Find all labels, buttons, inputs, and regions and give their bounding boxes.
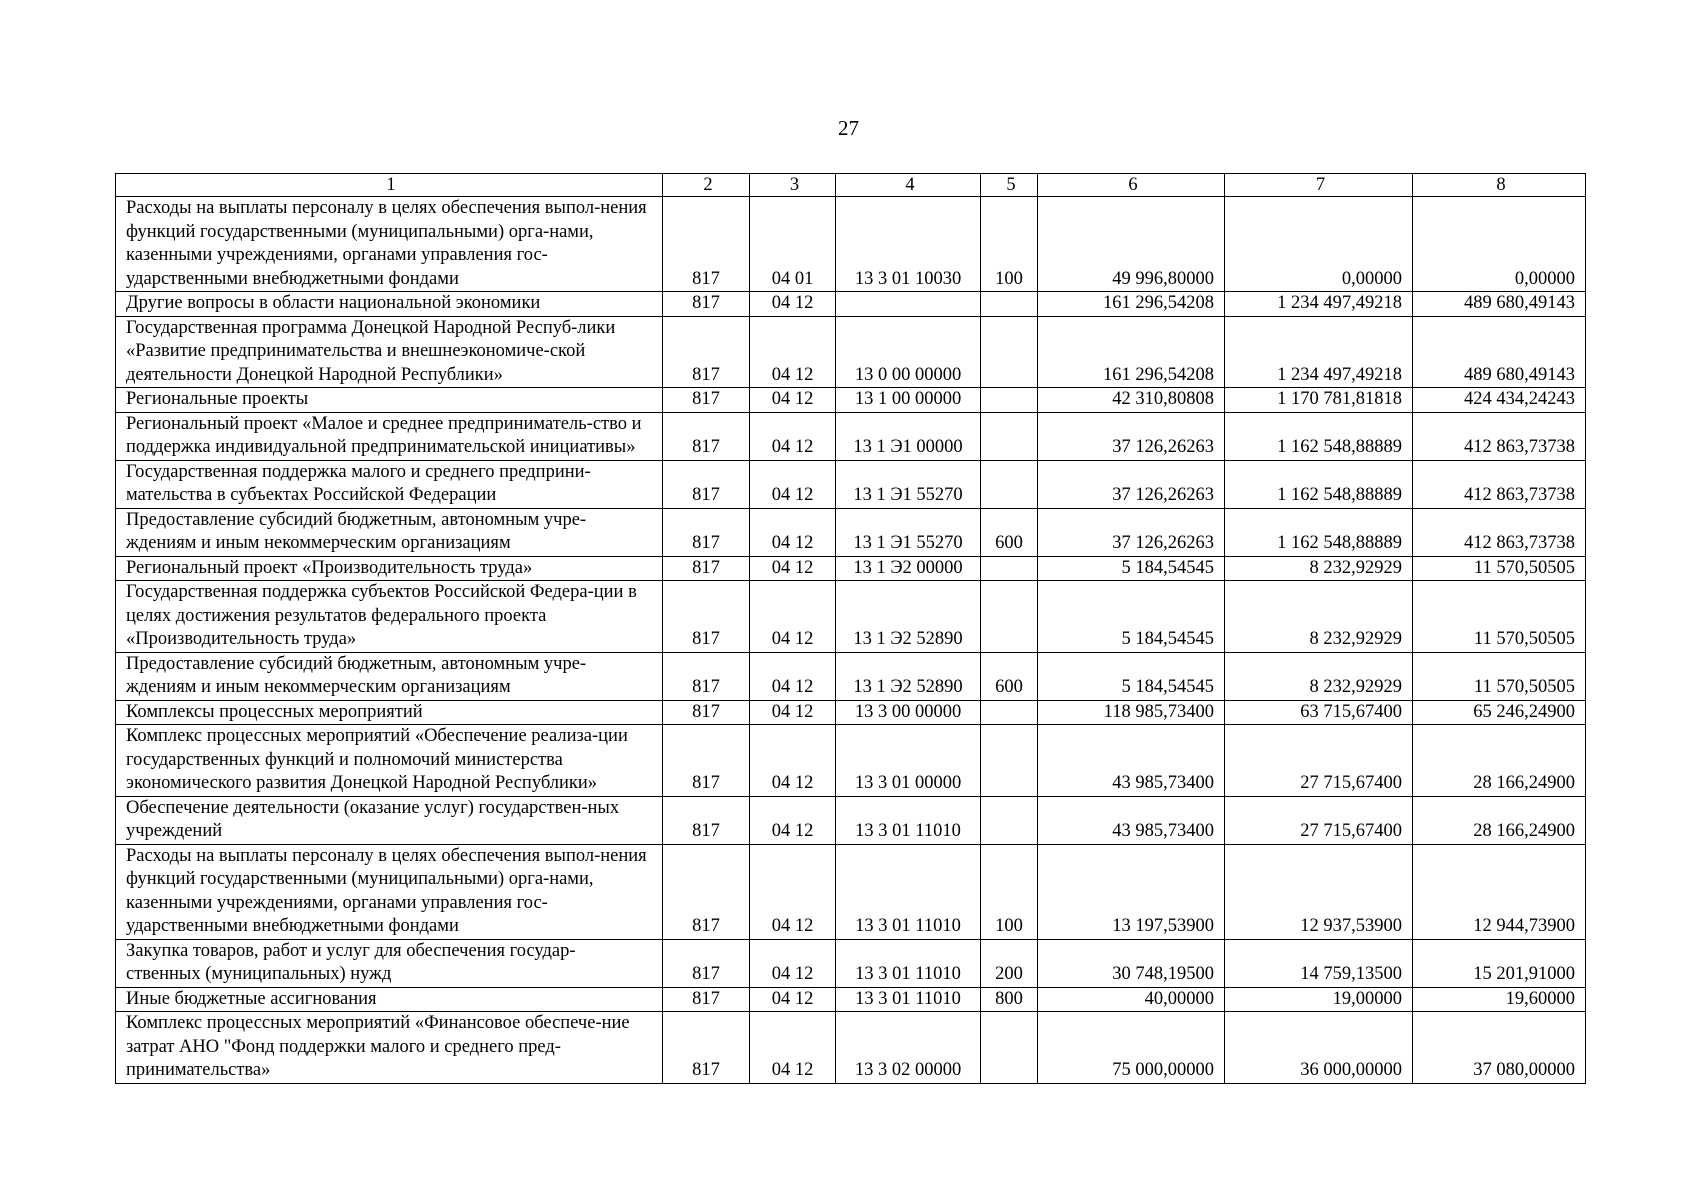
amount-cell: 0,00000 — [1225, 197, 1413, 292]
amount-cell: 27 715,67400 — [1225, 796, 1413, 844]
expense-name-cell: Государственная программа Донецкой Народной Респуб-лики «Развитие предпринимательства и внешнеэкономиче-ской деятельности Донецкой Народной Республики» — [116, 316, 663, 388]
amount-cell: 412 863,73738 — [1413, 508, 1586, 556]
column-header: 1 — [116, 174, 663, 197]
target-article-cell: 13 3 01 11010 — [836, 939, 981, 987]
amount-cell: 5 184,54545 — [1038, 652, 1225, 700]
section-code-cell: 04 12 — [750, 388, 836, 413]
amount-cell: 11 570,50505 — [1413, 652, 1586, 700]
column-header: 2 — [663, 174, 750, 197]
table-row — [116, 1012, 1586, 1084]
amount-cell: 1 234 497,49218 — [1225, 316, 1413, 388]
table-row — [116, 460, 1586, 508]
table-row — [116, 987, 1586, 1012]
section-code-cell: 04 12 — [750, 939, 836, 987]
target-article-cell: 13 0 00 00000 — [836, 316, 981, 388]
expense-type-cell — [981, 581, 1038, 653]
ministry-code-cell: 817 — [663, 581, 750, 653]
ministry-code-cell: 817 — [663, 987, 750, 1012]
amount-cell: 49 996,80000 — [1038, 197, 1225, 292]
amount-cell: 161 296,54208 — [1038, 316, 1225, 388]
budget-table — [115, 173, 1586, 1084]
amount-cell: 13 197,53900 — [1038, 844, 1225, 939]
expense-type-cell — [981, 292, 1038, 317]
expense-type-cell — [981, 1012, 1038, 1084]
amount-cell: 412 863,73738 — [1413, 460, 1586, 508]
expense-name-cell: Иные бюджетные ассигнования — [116, 987, 663, 1012]
target-article-cell: 13 1 Э2 52890 — [836, 652, 981, 700]
amount-cell: 8 232,92929 — [1225, 581, 1413, 653]
section-code-cell: 04 01 — [750, 197, 836, 292]
amount-cell: 412 863,73738 — [1413, 412, 1586, 460]
amount-cell: 11 570,50505 — [1413, 581, 1586, 653]
amount-cell: 37 126,26263 — [1038, 508, 1225, 556]
target-article-cell: 13 1 Э1 55270 — [836, 460, 981, 508]
table-row — [116, 652, 1586, 700]
amount-cell: 489 680,49143 — [1413, 292, 1586, 317]
ministry-code-cell: 817 — [663, 460, 750, 508]
amount-cell: 65 246,24900 — [1413, 700, 1586, 725]
table-row — [116, 197, 1586, 292]
amount-cell: 30 748,19500 — [1038, 939, 1225, 987]
expense-type-cell: 600 — [981, 508, 1038, 556]
table-row — [116, 844, 1586, 939]
amount-cell: 36 000,00000 — [1225, 1012, 1413, 1084]
table-row — [116, 796, 1586, 844]
expense-name-cell: Предоставление субсидий бюджетным, автономным учре-ждениям и иным некоммерческим организациям — [116, 652, 663, 700]
amount-cell: 11 570,50505 — [1413, 556, 1586, 581]
expense-type-cell: 200 — [981, 939, 1038, 987]
amount-cell: 489 680,49143 — [1413, 316, 1586, 388]
expense-name-cell: Региональный проект «Производительность труда» — [116, 556, 663, 581]
section-code-cell: 04 12 — [750, 796, 836, 844]
target-article-cell: 13 1 Э1 55270 — [836, 508, 981, 556]
table-row — [116, 700, 1586, 725]
amount-cell: 15 201,91000 — [1413, 939, 1586, 987]
section-code-cell: 04 12 — [750, 725, 836, 797]
expense-name-cell: Другие вопросы в области национальной экономики — [116, 292, 663, 317]
expense-name-cell: Государственная поддержка субъектов Российской Федера-ции в целях достижения результатов федерального проекта «Производительность труда» — [116, 581, 663, 653]
table-row — [116, 412, 1586, 460]
target-article-cell: 13 3 01 11010 — [836, 796, 981, 844]
ministry-code-cell: 817 — [663, 939, 750, 987]
ministry-code-cell: 817 — [663, 652, 750, 700]
expense-type-cell — [981, 700, 1038, 725]
ministry-code-cell: 817 — [663, 316, 750, 388]
column-header: 6 — [1038, 174, 1225, 197]
amount-cell: 12 937,53900 — [1225, 844, 1413, 939]
column-header: 5 — [981, 174, 1038, 197]
amount-cell: 1 162 548,88889 — [1225, 508, 1413, 556]
expense-type-cell — [981, 388, 1038, 413]
amount-cell: 118 985,73400 — [1038, 700, 1225, 725]
table-row — [116, 316, 1586, 388]
target-article-cell: 13 3 01 10030 — [836, 197, 981, 292]
expense-name-cell: Государственная поддержка малого и среднего предприни-мательства в субъектах Российской Федерации — [116, 460, 663, 508]
amount-cell: 43 985,73400 — [1038, 796, 1225, 844]
target-article-cell: 13 1 Э2 00000 — [836, 556, 981, 581]
amount-cell: 19,00000 — [1225, 987, 1413, 1012]
amount-cell: 8 232,92929 — [1225, 652, 1413, 700]
table-row — [116, 581, 1586, 653]
target-article-cell — [836, 292, 981, 317]
expense-type-cell — [981, 556, 1038, 581]
amount-cell: 8 232,92929 — [1225, 556, 1413, 581]
expense-type-cell — [981, 316, 1038, 388]
ministry-code-cell: 817 — [663, 292, 750, 317]
amount-cell: 1 170 781,81818 — [1225, 388, 1413, 413]
expense-type-cell — [981, 725, 1038, 797]
section-code-cell: 04 12 — [750, 652, 836, 700]
ministry-code-cell: 817 — [663, 412, 750, 460]
ministry-code-cell: 817 — [663, 844, 750, 939]
amount-cell: 37 126,26263 — [1038, 460, 1225, 508]
expense-name-cell: Расходы на выплаты персоналу в целях обеспечения выпол-нения функций государственными (муниципальными) орга-нами, казенными учреждениями, органами управления гос-ударственными внебюджетными фондами — [116, 844, 663, 939]
target-article-cell: 13 3 01 00000 — [836, 725, 981, 797]
table-row — [116, 292, 1586, 317]
expense-type-cell — [981, 460, 1038, 508]
amount-cell: 161 296,54208 — [1038, 292, 1225, 317]
expense-type-cell — [981, 412, 1038, 460]
expense-name-cell: Комплекс процессных мероприятий «Обеспечение реализа-ции государственных функций и полномочий министерства экономического развития Донецкой Народной Республики» — [116, 725, 663, 797]
budget-table-body — [116, 174, 1586, 1084]
ministry-code-cell: 817 — [663, 556, 750, 581]
amount-cell: 12 944,73900 — [1413, 844, 1586, 939]
amount-cell: 1 234 497,49218 — [1225, 292, 1413, 317]
section-code-cell: 04 12 — [750, 292, 836, 317]
amount-cell: 37 080,00000 — [1413, 1012, 1586, 1084]
amount-cell: 28 166,24900 — [1413, 725, 1586, 797]
ministry-code-cell: 817 — [663, 725, 750, 797]
ministry-code-cell: 817 — [663, 1012, 750, 1084]
amount-cell: 19,60000 — [1413, 987, 1586, 1012]
ministry-code-cell: 817 — [663, 700, 750, 725]
expense-name-cell: Предоставление субсидий бюджетным, автономным учре-ждениям и иным некоммерческим организациям — [116, 508, 663, 556]
expense-name-cell: Региональные проекты — [116, 388, 663, 413]
amount-cell: 37 126,26263 — [1038, 412, 1225, 460]
amount-cell: 0,00000 — [1413, 197, 1586, 292]
section-code-cell: 04 12 — [750, 460, 836, 508]
section-code-cell: 04 12 — [750, 844, 836, 939]
target-article-cell: 13 3 01 11010 — [836, 844, 981, 939]
amount-cell: 5 184,54545 — [1038, 581, 1225, 653]
section-code-cell: 04 12 — [750, 987, 836, 1012]
section-code-cell: 04 12 — [750, 316, 836, 388]
ministry-code-cell: 817 — [663, 796, 750, 844]
page-number: 27 — [838, 116, 859, 140]
expense-name-cell: Комплекс процессных мероприятий «Финансовое обеспече-ние затрат АНО "Фонд поддержки малого и среднего пред-принимательства» — [116, 1012, 663, 1084]
column-number-row — [116, 174, 1586, 197]
section-code-cell: 04 12 — [750, 700, 836, 725]
section-code-cell: 04 12 — [750, 556, 836, 581]
amount-cell: 5 184,54545 — [1038, 556, 1225, 581]
amount-cell: 28 166,24900 — [1413, 796, 1586, 844]
section-code-cell: 04 12 — [750, 581, 836, 653]
column-header: 3 — [750, 174, 836, 197]
target-article-cell: 13 3 01 11010 — [836, 987, 981, 1012]
target-article-cell: 13 1 Э1 00000 — [836, 412, 981, 460]
table-row — [116, 725, 1586, 797]
ministry-code-cell: 817 — [663, 508, 750, 556]
ministry-code-cell: 817 — [663, 388, 750, 413]
ministry-code-cell: 817 — [663, 197, 750, 292]
column-header: 7 — [1225, 174, 1413, 197]
column-header: 8 — [1413, 174, 1586, 197]
amount-cell: 43 985,73400 — [1038, 725, 1225, 797]
amount-cell: 424 434,24243 — [1413, 388, 1586, 413]
amount-cell: 14 759,13500 — [1225, 939, 1413, 987]
target-article-cell: 13 1 00 00000 — [836, 388, 981, 413]
column-header: 4 — [836, 174, 981, 197]
section-code-cell: 04 12 — [750, 1012, 836, 1084]
amount-cell: 1 162 548,88889 — [1225, 460, 1413, 508]
expense-name-cell: Региональный проект «Малое и среднее предприниматель-ство и поддержка индивидуальной предпринимательской инициативы» — [116, 412, 663, 460]
section-code-cell: 04 12 — [750, 412, 836, 460]
target-article-cell: 13 3 00 00000 — [836, 700, 981, 725]
amount-cell: 75 000,00000 — [1038, 1012, 1225, 1084]
amount-cell: 27 715,67400 — [1225, 725, 1413, 797]
table-row — [116, 388, 1586, 413]
expense-type-cell: 800 — [981, 987, 1038, 1012]
amount-cell: 63 715,67400 — [1225, 700, 1413, 725]
amount-cell: 40,00000 — [1038, 987, 1225, 1012]
amount-cell: 1 162 548,88889 — [1225, 412, 1413, 460]
expense-name-cell: Закупка товаров, работ и услуг для обеспечения государ-ственных (муниципальных) нужд — [116, 939, 663, 987]
target-article-cell: 13 1 Э2 52890 — [836, 581, 981, 653]
target-article-cell: 13 3 02 00000 — [836, 1012, 981, 1084]
table-row — [116, 508, 1586, 556]
section-code-cell: 04 12 — [750, 508, 836, 556]
expense-type-cell: 100 — [981, 197, 1038, 292]
table-row — [116, 939, 1586, 987]
expense-name-cell: Расходы на выплаты персоналу в целях обеспечения выпол-нения функций государственными (муниципальными) орга-нами, казенными учреждениями, органами управления гос-ударственными внебюджетными фондами — [116, 197, 663, 292]
amount-cell: 42 310,80808 — [1038, 388, 1225, 413]
table-row — [116, 556, 1586, 581]
expense-type-cell: 600 — [981, 652, 1038, 700]
expense-name-cell: Комплексы процессных мероприятий — [116, 700, 663, 725]
expense-type-cell: 100 — [981, 844, 1038, 939]
expense-type-cell — [981, 796, 1038, 844]
expense-name-cell: Обеспечение деятельности (оказание услуг) государствен-ных учреждений — [116, 796, 663, 844]
